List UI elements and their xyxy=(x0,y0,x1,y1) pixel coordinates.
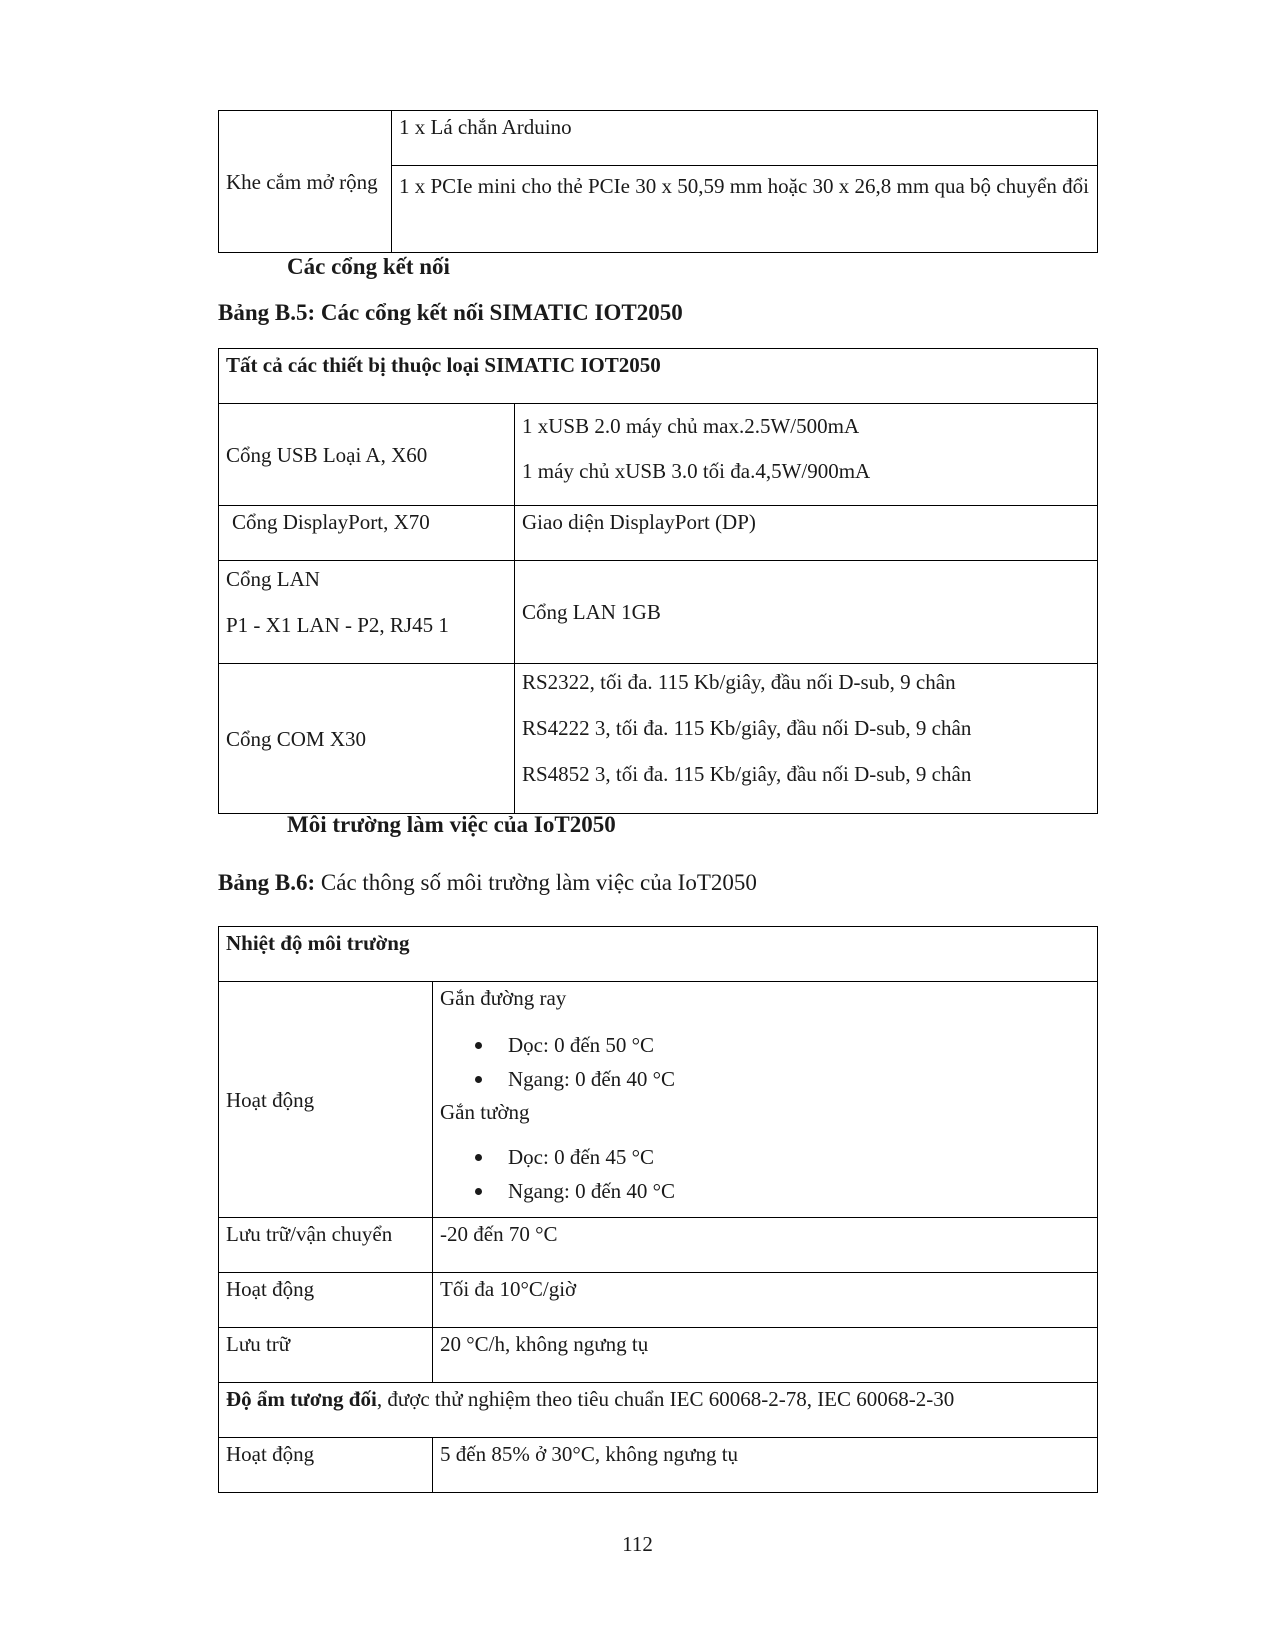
com-line-1: RS2322, tối đa. 115 Kb/giây, đầu nối D-sub, 9 chân xyxy=(522,670,956,694)
table-b5 xyxy=(218,348,1098,814)
bullet-item xyxy=(440,1174,1090,1208)
bullet-icon xyxy=(475,1154,482,1161)
expansion-label: Khe cắm mở rộng xyxy=(219,111,392,253)
operation-label: Hoạt động xyxy=(219,982,433,1218)
rail-item-2: Ngang: 0 đến 40 °C xyxy=(508,1067,676,1091)
humidity-op-label: Hoạt động xyxy=(219,1438,433,1493)
wall-item-2: Ngang: 0 đến 40 °C xyxy=(508,1179,676,1203)
op-rate-label: Hoạt động xyxy=(219,1273,433,1328)
humidity-header xyxy=(219,1383,1098,1438)
table-b6 xyxy=(218,926,1098,1493)
bullet-item xyxy=(440,1140,1090,1174)
expansion-table xyxy=(218,110,1098,253)
com-label: Cổng COM X30 xyxy=(219,664,515,814)
com-value xyxy=(515,664,1098,814)
lan-value: Cổng LAN 1GB xyxy=(515,561,1098,664)
usb-value xyxy=(515,404,1098,506)
usb-label: Cổng USB Loại A, X60 xyxy=(219,404,515,506)
dp-value: Giao diện DisplayPort (DP) xyxy=(515,506,1098,561)
section-ports-title: Các cổng kết nối xyxy=(287,254,450,279)
dp-label-text: Cổng DisplayPort, X70 xyxy=(232,510,430,534)
bullet-icon xyxy=(475,1042,482,1049)
com-line-2: RS4222 3, tối đa. 115 Kb/giây, đầu nối D-sub, 9 chân xyxy=(522,716,972,740)
lan-label-line-1: Cổng LAN xyxy=(226,567,320,591)
usb-line-2: 1 máy chủ xUSB 3.0 tối đa.4,5W/900mA xyxy=(522,459,871,483)
storage-label: Lưu trữ/vận chuyển xyxy=(219,1218,433,1273)
bullet-item xyxy=(440,1062,1090,1096)
rail-item-1: Dọc: 0 đến 50 °C xyxy=(508,1033,655,1057)
table-b5-caption: Bảng B.5: Các cổng kết nối SIMATIC IOT2050 xyxy=(218,300,683,325)
table-b5-header: Tất cả các thiết bị thuộc loại SIMATIC IOT2050 xyxy=(219,349,1098,404)
rail-mount: Gắn đường ray xyxy=(440,986,567,1010)
wall-item-1: Dọc: 0 đến 45 °C xyxy=(508,1145,655,1169)
page-number: 112 xyxy=(622,1532,653,1556)
com-line-3: RS4852 3, tối đa. 115 Kb/giây, đầu nối D-sub, 9 chân xyxy=(522,762,972,786)
lan-label xyxy=(219,561,515,664)
table-b6-caption xyxy=(218,870,757,896)
expansion-row-arduino: 1 x Lá chắn Arduino xyxy=(392,111,1098,166)
wall-mount: Gắn tường xyxy=(440,1100,530,1124)
operation-value xyxy=(433,982,1098,1218)
expansion-row-pcie: 1 x PCIe mini cho thẻ PCIe 30 x 50,59 mm hoặc 30 x 26,8 mm qua bộ chuyển đổi xyxy=(392,166,1098,253)
storage-rate-value: 20 °C/h, không ngưng tụ xyxy=(433,1328,1098,1383)
humidity-op-value: 5 đến 85% ở 30°C, không ngưng tụ xyxy=(433,1438,1098,1493)
dp-label xyxy=(219,506,515,561)
table-b6-caption-rest: Các thông số môi trường làm việc của IoT2050 xyxy=(315,870,757,895)
section-env-title: Môi trường làm việc của IoT2050 xyxy=(287,812,616,837)
usb-line-1: 1 xUSB 2.0 máy chủ max.2.5W/500mA xyxy=(522,414,860,438)
bullet-item xyxy=(440,1028,1090,1062)
storage-value: -20 đến 70 °C xyxy=(433,1218,1098,1273)
op-rate-value: Tối đa 10°C/giờ xyxy=(433,1273,1098,1328)
bullet-icon xyxy=(475,1188,482,1195)
lan-label-line-2: P1 - X1 LAN - P2, RJ45 1 xyxy=(226,613,449,637)
humidity-header-bold: Độ ẩm tương đối xyxy=(226,1387,377,1411)
table-b6-caption-bold: Bảng B.6: xyxy=(218,870,316,895)
bullet-icon xyxy=(475,1076,482,1083)
storage-rate-label: Lưu trữ xyxy=(219,1328,433,1383)
humidity-header-rest: , được thử nghiệm theo tiêu chuẩn IEC 60068-2-78, IEC 60068-2-30 xyxy=(376,1387,955,1411)
temp-header: Nhiệt độ môi trường xyxy=(219,927,1098,982)
